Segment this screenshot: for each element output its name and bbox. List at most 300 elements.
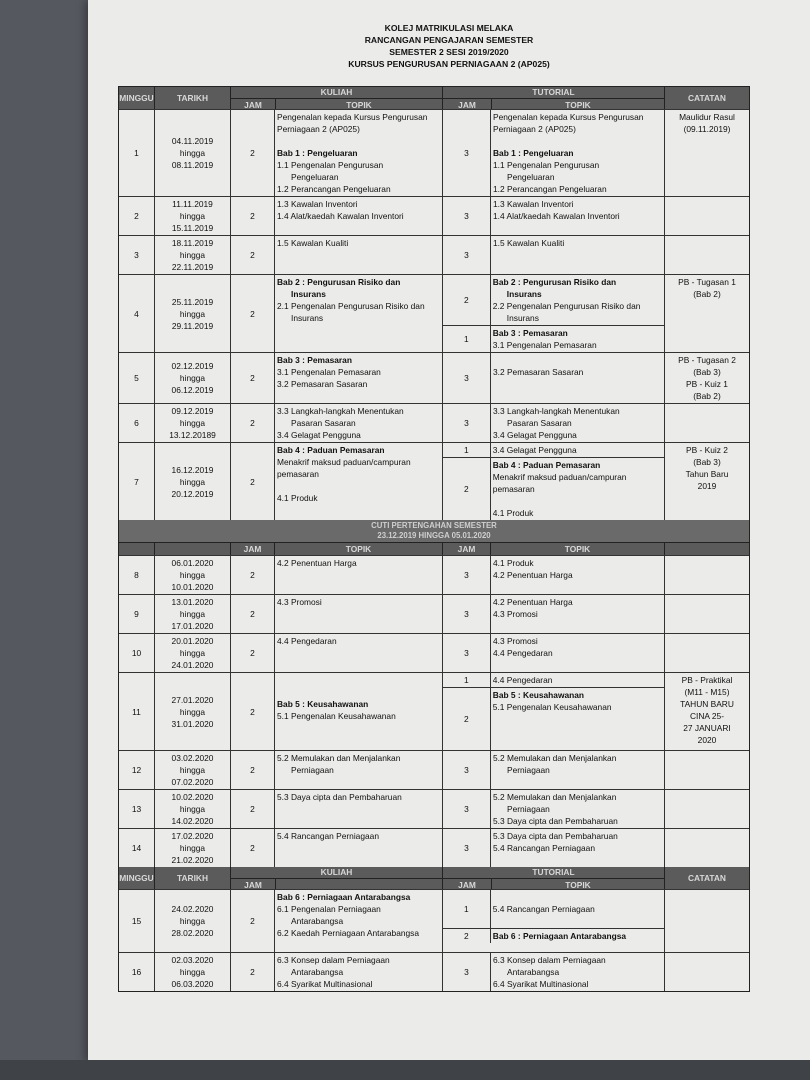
text-line (493, 354, 662, 366)
date-range (155, 110, 231, 196)
text-line: Pengeluaran (507, 172, 555, 182)
text-line: 6.3 Konsep dalam Perniagaan (493, 955, 606, 965)
date-line: 06.12.2019 (171, 385, 214, 395)
semester-line: SEMESTER 2 SESI 2019/2020 (389, 47, 509, 57)
text-line: 2.2 Pengenalan Pengurusan Risiko dan (492, 301, 641, 311)
text-line: 3.4 Gelagat Pengguna (493, 430, 577, 440)
remarks (665, 673, 749, 750)
date-line: 08.11.2019 (171, 160, 214, 170)
table-subheader (119, 543, 749, 556)
tutorial-subrow (443, 890, 664, 929)
date-line: hingga (179, 706, 206, 717)
text-line: 5.4 Rancangan Perniagaan (492, 904, 595, 914)
tutorial-hours: 3 (443, 790, 491, 828)
text-line: 3.3 Langkah-langkah Menentukan (277, 406, 404, 416)
text-line: 5.1 Pengenalan Keusahawanan (492, 702, 612, 712)
text-line: 3.1 Pengenalan Pemasaran (277, 367, 381, 377)
text-line: 5.2 Memulakan dan Menjalankan (277, 753, 401, 763)
date-line: 06.01.2020 (171, 558, 214, 568)
date-line: 20.12.2019 (171, 488, 214, 499)
date-line: hingga (179, 967, 206, 977)
remarks (665, 443, 749, 520)
date-line: 02.03.2020 (171, 955, 214, 965)
text-line: 6.2 Kaedah Perniagaan Antarabangsa (277, 928, 420, 938)
text-line: pemasaran (492, 484, 535, 494)
lecture-topic (275, 353, 443, 403)
text-line: Pengeluaran (291, 172, 339, 182)
text-line: Perniagaan 2 (AP025) (277, 124, 360, 134)
date-line: 09.12.2019 (171, 406, 214, 416)
tutorial-hours: 1 (443, 326, 491, 352)
tutorial-hours: 3 (443, 236, 491, 274)
header-tutorial: TUTORIAL (443, 87, 664, 99)
table-row (119, 751, 749, 790)
header2-kuliah: KULIAH (231, 867, 442, 879)
tutorial-topic (491, 353, 665, 403)
tutorial-split (443, 275, 665, 352)
remark-line: (Bab 2) (693, 289, 721, 299)
lecture-topic (275, 110, 443, 196)
subheader-tutorial-topik: TOPIK (491, 543, 665, 555)
lecture-topic (275, 634, 443, 672)
text-line (493, 915, 662, 927)
remark-line: PB - Praktikal (681, 675, 733, 685)
break-title: CUTI PERTENGAHAN SEMESTER (371, 521, 497, 530)
date-line: hingga (179, 373, 206, 383)
lecture-hours: 2 (231, 556, 275, 594)
date-line: 15.11.2019 (171, 223, 214, 233)
text-line (277, 504, 440, 516)
date-line: 25.11.2019 (171, 296, 214, 307)
date-line: 31.01.2020 (171, 718, 214, 729)
date-line: 03.02.2020 (171, 753, 214, 763)
tutorial-topic (491, 197, 665, 235)
text-line (277, 686, 440, 698)
tutorial-hours: 3 (443, 197, 491, 235)
week-number: 13 (119, 790, 155, 828)
text-line: Pasaran Sasaran (507, 418, 572, 428)
header-tutorial-group (443, 87, 665, 109)
text-line: 4.3 Promosi (493, 636, 538, 646)
tutorial-hours: 3 (443, 953, 491, 991)
text-line: Bab 5 : Keusahawanan (277, 699, 369, 709)
tutorial-subrow (443, 326, 664, 352)
text-line (493, 891, 662, 903)
date-line: 16.12.2019 (171, 464, 214, 475)
date-line: 11.11.2019 (172, 199, 213, 209)
text-line: 4.1 Produk (493, 558, 534, 568)
text-line: Perniagaan 2 (AP025) (493, 124, 576, 134)
course-line: KURSUS PENGURUSAN PERNIAGAAN 2 (AP025) (348, 59, 550, 69)
text-line: 1.5 Kawalan Kualiti (493, 238, 565, 248)
week-number: 14 (119, 829, 155, 867)
remarks (665, 197, 749, 235)
lecture-topic (275, 443, 443, 520)
tutorial-hours: 3 (443, 751, 491, 789)
text-line: Bab 4 : Paduan Pemasaran (492, 460, 601, 470)
header2-tutorial-jam: JAM (443, 879, 492, 890)
text-line: 5.2 Memulakan dan Menjalankan (493, 753, 617, 763)
text-line (277, 734, 440, 746)
date-range (155, 275, 231, 352)
header-tutorial-topik: TOPIK (565, 99, 591, 109)
text-line: 4.3 Promosi (493, 609, 538, 619)
tutorial-topic (491, 110, 665, 196)
date-line: hingga (179, 765, 206, 775)
text-line (493, 713, 662, 725)
text-line: Insurans (291, 289, 326, 299)
remarks (665, 236, 749, 274)
document-heading (88, 22, 810, 70)
remarks (665, 634, 749, 672)
date-range (155, 595, 231, 633)
date-line: hingga (179, 418, 206, 428)
date-line: hingga (179, 648, 206, 658)
text-line: 4.3 Promosi (277, 597, 322, 607)
tutorial-subrow (443, 688, 664, 750)
tutorial-hours: 3 (443, 634, 491, 672)
date-line: 18.11.2019 (171, 238, 214, 248)
remark-line: (09.11.2019) (683, 124, 731, 134)
lecture-topic (275, 404, 443, 442)
text-line: 4.2 Penentuan Harga (493, 597, 573, 607)
remark-line: CINA 25- (690, 711, 724, 721)
desk-shadow (0, 1060, 810, 1080)
tutorial-hours: 2 (443, 458, 491, 520)
date-range (155, 353, 231, 403)
remark-line: 2020 (697, 735, 717, 745)
remark-line: 27 JANUARI (683, 723, 731, 733)
week-number: 16 (119, 953, 155, 991)
week-number: 7 (119, 443, 155, 520)
text-line: 3.3 Langkah-langkah Menentukan (493, 406, 620, 416)
text-line: Bab 1 : Pengeluaran (277, 148, 358, 158)
text-line: Pengenalan kepada Kursus Pengurusan (493, 112, 644, 122)
text-line: Bab 4 : Paduan Pemasaran (277, 445, 385, 455)
text-line: Perniagaan (507, 765, 550, 775)
text-line: 4.2 Penentuan Harga (277, 558, 357, 568)
week-number: 15 (119, 890, 155, 952)
remarks (665, 556, 749, 594)
tutorial-split (443, 673, 665, 750)
tutorial-topic (491, 790, 665, 828)
tutorial-hours: 3 (443, 829, 491, 867)
text-line: Menakrif maksud paduan/campuran (277, 457, 411, 467)
text-line: pemasaran (277, 469, 319, 479)
tutorial-topic (491, 326, 664, 352)
text-line (277, 480, 440, 492)
tutorial-topic (491, 556, 665, 594)
text-line: Insurans (291, 313, 324, 323)
remark-line: PB - Kuiz 1 (686, 379, 728, 389)
date-line: 21.02.2020 (171, 855, 214, 865)
text-line: 3.2 Pemasaran Sasaran (493, 367, 584, 377)
week-number: 10 (119, 634, 155, 672)
text-line: 5.4 Rancangan Perniagaan (277, 831, 379, 841)
week-number: 8 (119, 556, 155, 594)
remarks (665, 829, 749, 867)
date-range (155, 634, 231, 672)
lecture-topic (275, 673, 443, 750)
remark-line: PB - Kuiz 2 (686, 445, 728, 455)
header-minggu: MINGGU (119, 87, 155, 109)
header2-kuliah-jam: JAM (231, 879, 276, 890)
text-line: 3.2 Pemasaran Sasaran (277, 379, 368, 389)
header2-minggu: MINGGU (119, 867, 155, 889)
week-number: 5 (119, 353, 155, 403)
text-line: 6.3 Konsep dalam Perniagaan (277, 955, 390, 965)
table-row (119, 197, 749, 236)
text-line: 2.1 Pengenalan Pengurusan Risiko dan (277, 301, 425, 311)
text-line: 1.1 Pengenalan Pengurusan (277, 160, 384, 170)
remark-line: PB - Tugasan 1 (678, 277, 736, 287)
text-line: 5.3 Daya cipta dan Pembaharuan (277, 792, 402, 802)
remarks (665, 110, 749, 196)
lecture-hours: 2 (231, 197, 275, 235)
remark-line: (Bab 3) (693, 367, 721, 377)
text-line: 3.1 Pengenalan Pemasaran (492, 340, 597, 350)
tutorial-topic (491, 929, 664, 943)
date-line: 06.03.2020 (171, 979, 214, 989)
lecture-topic (275, 197, 443, 235)
date-line: 17.01.2020 (171, 621, 214, 631)
date-line: 29.11.2019 (171, 320, 214, 331)
text-line: Insurans (506, 289, 542, 299)
semester-break-banner (119, 520, 749, 543)
text-line: 1.3 Kawalan Inventori (277, 199, 358, 209)
text-line: Antarabangsa (291, 967, 344, 977)
date-line: 04.11.2019 (171, 136, 214, 146)
date-range (155, 829, 231, 867)
text-line: 1.1 Pengenalan Pengurusan (493, 160, 600, 170)
date-line: hingga (179, 570, 206, 580)
date-range (155, 751, 231, 789)
text-line: 1.4 Alat/kaedah Kawalan Inventori (277, 211, 404, 221)
week-number: 1 (119, 110, 155, 196)
header2-tarikh: TARIKH (155, 867, 231, 889)
tutorial-hours: 2 (443, 275, 491, 325)
header2-tutorial-group (443, 867, 665, 889)
text-line: 5.3 Daya cipta dan Pembaharuan (493, 831, 618, 841)
text-line (277, 939, 440, 951)
subheader-tutorial-jam: JAM (443, 543, 491, 555)
text-line: 5.1 Pengenalan Keusahawanan (277, 711, 396, 721)
text-line: Antarabangsa (507, 967, 560, 977)
text-line: Perniagaan (507, 804, 550, 814)
tutorial-hours: 1 (443, 673, 491, 687)
lecture-hours: 2 (231, 829, 275, 867)
text-line: 4.1 Produk (492, 508, 534, 518)
tutorial-topic (491, 595, 665, 633)
week-number: 4 (119, 275, 155, 352)
week-number: 11 (119, 673, 155, 750)
text-line: Bab 3 : Pemasaran (277, 355, 352, 365)
text-line (277, 674, 440, 686)
date-line: 13.01.2020 (171, 597, 214, 607)
subheader-kuliah-jam: JAM (231, 543, 275, 555)
header-catatan: CATATAN (688, 93, 726, 103)
text-line: Bab 6 : Perniagaan Antarabangsa (277, 892, 411, 902)
date-line: 14.02.2020 (171, 816, 214, 826)
header2-catatan: CATATAN (688, 873, 726, 883)
week-number: 3 (119, 236, 155, 274)
lecture-hours: 2 (231, 634, 275, 672)
document-page (88, 0, 810, 1062)
table-row (119, 634, 749, 673)
remarks (665, 275, 749, 352)
table-row (119, 443, 749, 520)
header-tarikh: TARIKH (155, 87, 231, 109)
text-line (493, 737, 662, 749)
text-line (493, 725, 662, 737)
tutorial-subrow (443, 275, 664, 326)
text-line: Perniagaan (291, 765, 334, 775)
date-range (155, 197, 231, 235)
table-row (119, 353, 749, 404)
tutorial-subrow (443, 673, 664, 688)
lecture-hours: 2 (231, 110, 275, 196)
date-line: 20.01.2020 (171, 636, 214, 646)
date-line: 13.12.20189 (169, 430, 216, 440)
remark-line: (Bab 3) (693, 457, 721, 467)
date-line: hingga (179, 211, 206, 221)
lecture-hours: 2 (231, 275, 275, 352)
lecture-topic (275, 953, 443, 991)
remarks (665, 890, 749, 952)
lecture-hours: 2 (231, 595, 275, 633)
text-line: Antarabangsa (291, 916, 344, 926)
tutorial-hours: 2 (443, 688, 491, 750)
tutorial-hours: 3 (443, 404, 491, 442)
lecture-hours: 2 (231, 890, 275, 952)
text-line: 5.4 Rancangan Perniagaan (493, 843, 595, 853)
header-kuliah: KULIAH (231, 87, 442, 99)
lecture-hours: 2 (231, 353, 275, 403)
date-line: 10.01.2020 (171, 582, 214, 592)
table-row (119, 890, 749, 953)
week-number: 12 (119, 751, 155, 789)
date-line: 17.02.2020 (171, 831, 214, 841)
break-dates: 23.12.2019 HINGGA 05.01.2020 (377, 531, 491, 540)
text-line: 4.4 Pengedaran (277, 636, 337, 646)
remark-line: (Bab 2) (693, 391, 721, 401)
text-line: 1.3 Kawalan Inventori (493, 199, 574, 209)
date-range (155, 443, 231, 520)
remark-line: 2019 (697, 481, 717, 491)
tutorial-hours: 1 (443, 890, 491, 928)
date-range (155, 790, 231, 828)
text-line: 1.4 Alat/kaedah Kawalan Inventori (493, 211, 620, 221)
header2-tutorial-topik: TOPIK (565, 879, 591, 889)
lecture-hours: 2 (231, 751, 275, 789)
remark-line: TAHUN BARU (680, 699, 734, 709)
text-line (493, 135, 662, 147)
text-line: 4.4 Pengedaran (492, 675, 553, 685)
remarks (665, 790, 749, 828)
tutorial-hours: 1 (443, 443, 491, 457)
remarks (665, 353, 749, 403)
date-line: 10.02.2020 (171, 792, 214, 802)
date-line: 02.12.2019 (171, 361, 214, 371)
lecture-hours: 2 (231, 673, 275, 750)
tutorial-topic (491, 404, 665, 442)
table-row (119, 953, 749, 991)
remarks (665, 595, 749, 633)
date-range (155, 556, 231, 594)
tutorial-hours: 3 (443, 556, 491, 594)
tutorial-subrow (443, 443, 664, 458)
date-line: 22.11.2019 (171, 262, 214, 272)
table-row (119, 110, 749, 197)
tutorial-topic (491, 634, 665, 672)
tutorial-hours: 2 (443, 929, 491, 943)
text-line: 3.4 Gelagat Pengguna (277, 430, 361, 440)
date-range (155, 953, 231, 991)
table-header-repeat (119, 867, 749, 890)
text-line (277, 135, 440, 147)
tutorial-hours: 3 (443, 110, 491, 196)
text-line: Bab 2 : Pengurusan Risiko dan (492, 277, 617, 287)
table-row (119, 236, 749, 275)
tutorial-topic (491, 458, 664, 520)
date-line: hingga (179, 250, 206, 260)
text-line (277, 722, 440, 734)
table-row (119, 829, 749, 867)
text-line: Bab 1 : Pengeluaran (493, 148, 574, 158)
text-line: Pengenalan kepada Kursus Pengurusan (277, 112, 428, 122)
text-line (277, 324, 440, 336)
date-line: hingga (179, 476, 206, 487)
remark-line: PB - Tugasan 2 (678, 355, 736, 365)
date-line: 24.02.2020 (171, 904, 214, 914)
date-line: hingga (179, 148, 206, 158)
subheader-kuliah-topik: TOPIK (275, 543, 443, 555)
date-line: 28.02.2020 (171, 928, 214, 938)
tutorial-topic (491, 275, 664, 325)
text-line: Bab 6 : Perniagaan Antarabangsa (492, 931, 627, 941)
date-range (155, 673, 231, 750)
text-line: Bab 5 : Keusahawanan (492, 690, 585, 700)
lecture-topic (275, 829, 443, 867)
text-line: 6.4 Syarikat Multinasional (277, 979, 373, 989)
text-line (493, 495, 662, 507)
lecture-hours: 2 (231, 404, 275, 442)
plan-title: RANCANGAN PENGAJARAN SEMESTER (364, 35, 534, 45)
lecture-topic (275, 556, 443, 594)
tutorial-hours: 3 (443, 353, 491, 403)
date-line: hingga (179, 804, 206, 814)
date-range (155, 890, 231, 952)
lecture-topic (275, 751, 443, 789)
text-line: Bab 3 : Pemasaran (492, 328, 568, 338)
date-line: hingga (179, 609, 206, 619)
text-line: 1.5 Kawalan Kualiti (277, 238, 349, 248)
text-line: Pasaran Sasaran (291, 418, 356, 428)
table-row (119, 404, 749, 443)
table-row (119, 595, 749, 634)
header2-tutorial: TUTORIAL (443, 867, 664, 879)
header2-kuliah-group (231, 867, 443, 889)
tutorial-topic (491, 829, 665, 867)
remarks (665, 751, 749, 789)
tutorial-topic (491, 890, 664, 928)
date-line: hingga (179, 916, 206, 926)
lecture-hours: 2 (231, 790, 275, 828)
week-number: 2 (119, 197, 155, 235)
lecture-topic (275, 275, 443, 352)
table-header (119, 87, 749, 110)
lecture-hours: 2 (231, 443, 275, 520)
